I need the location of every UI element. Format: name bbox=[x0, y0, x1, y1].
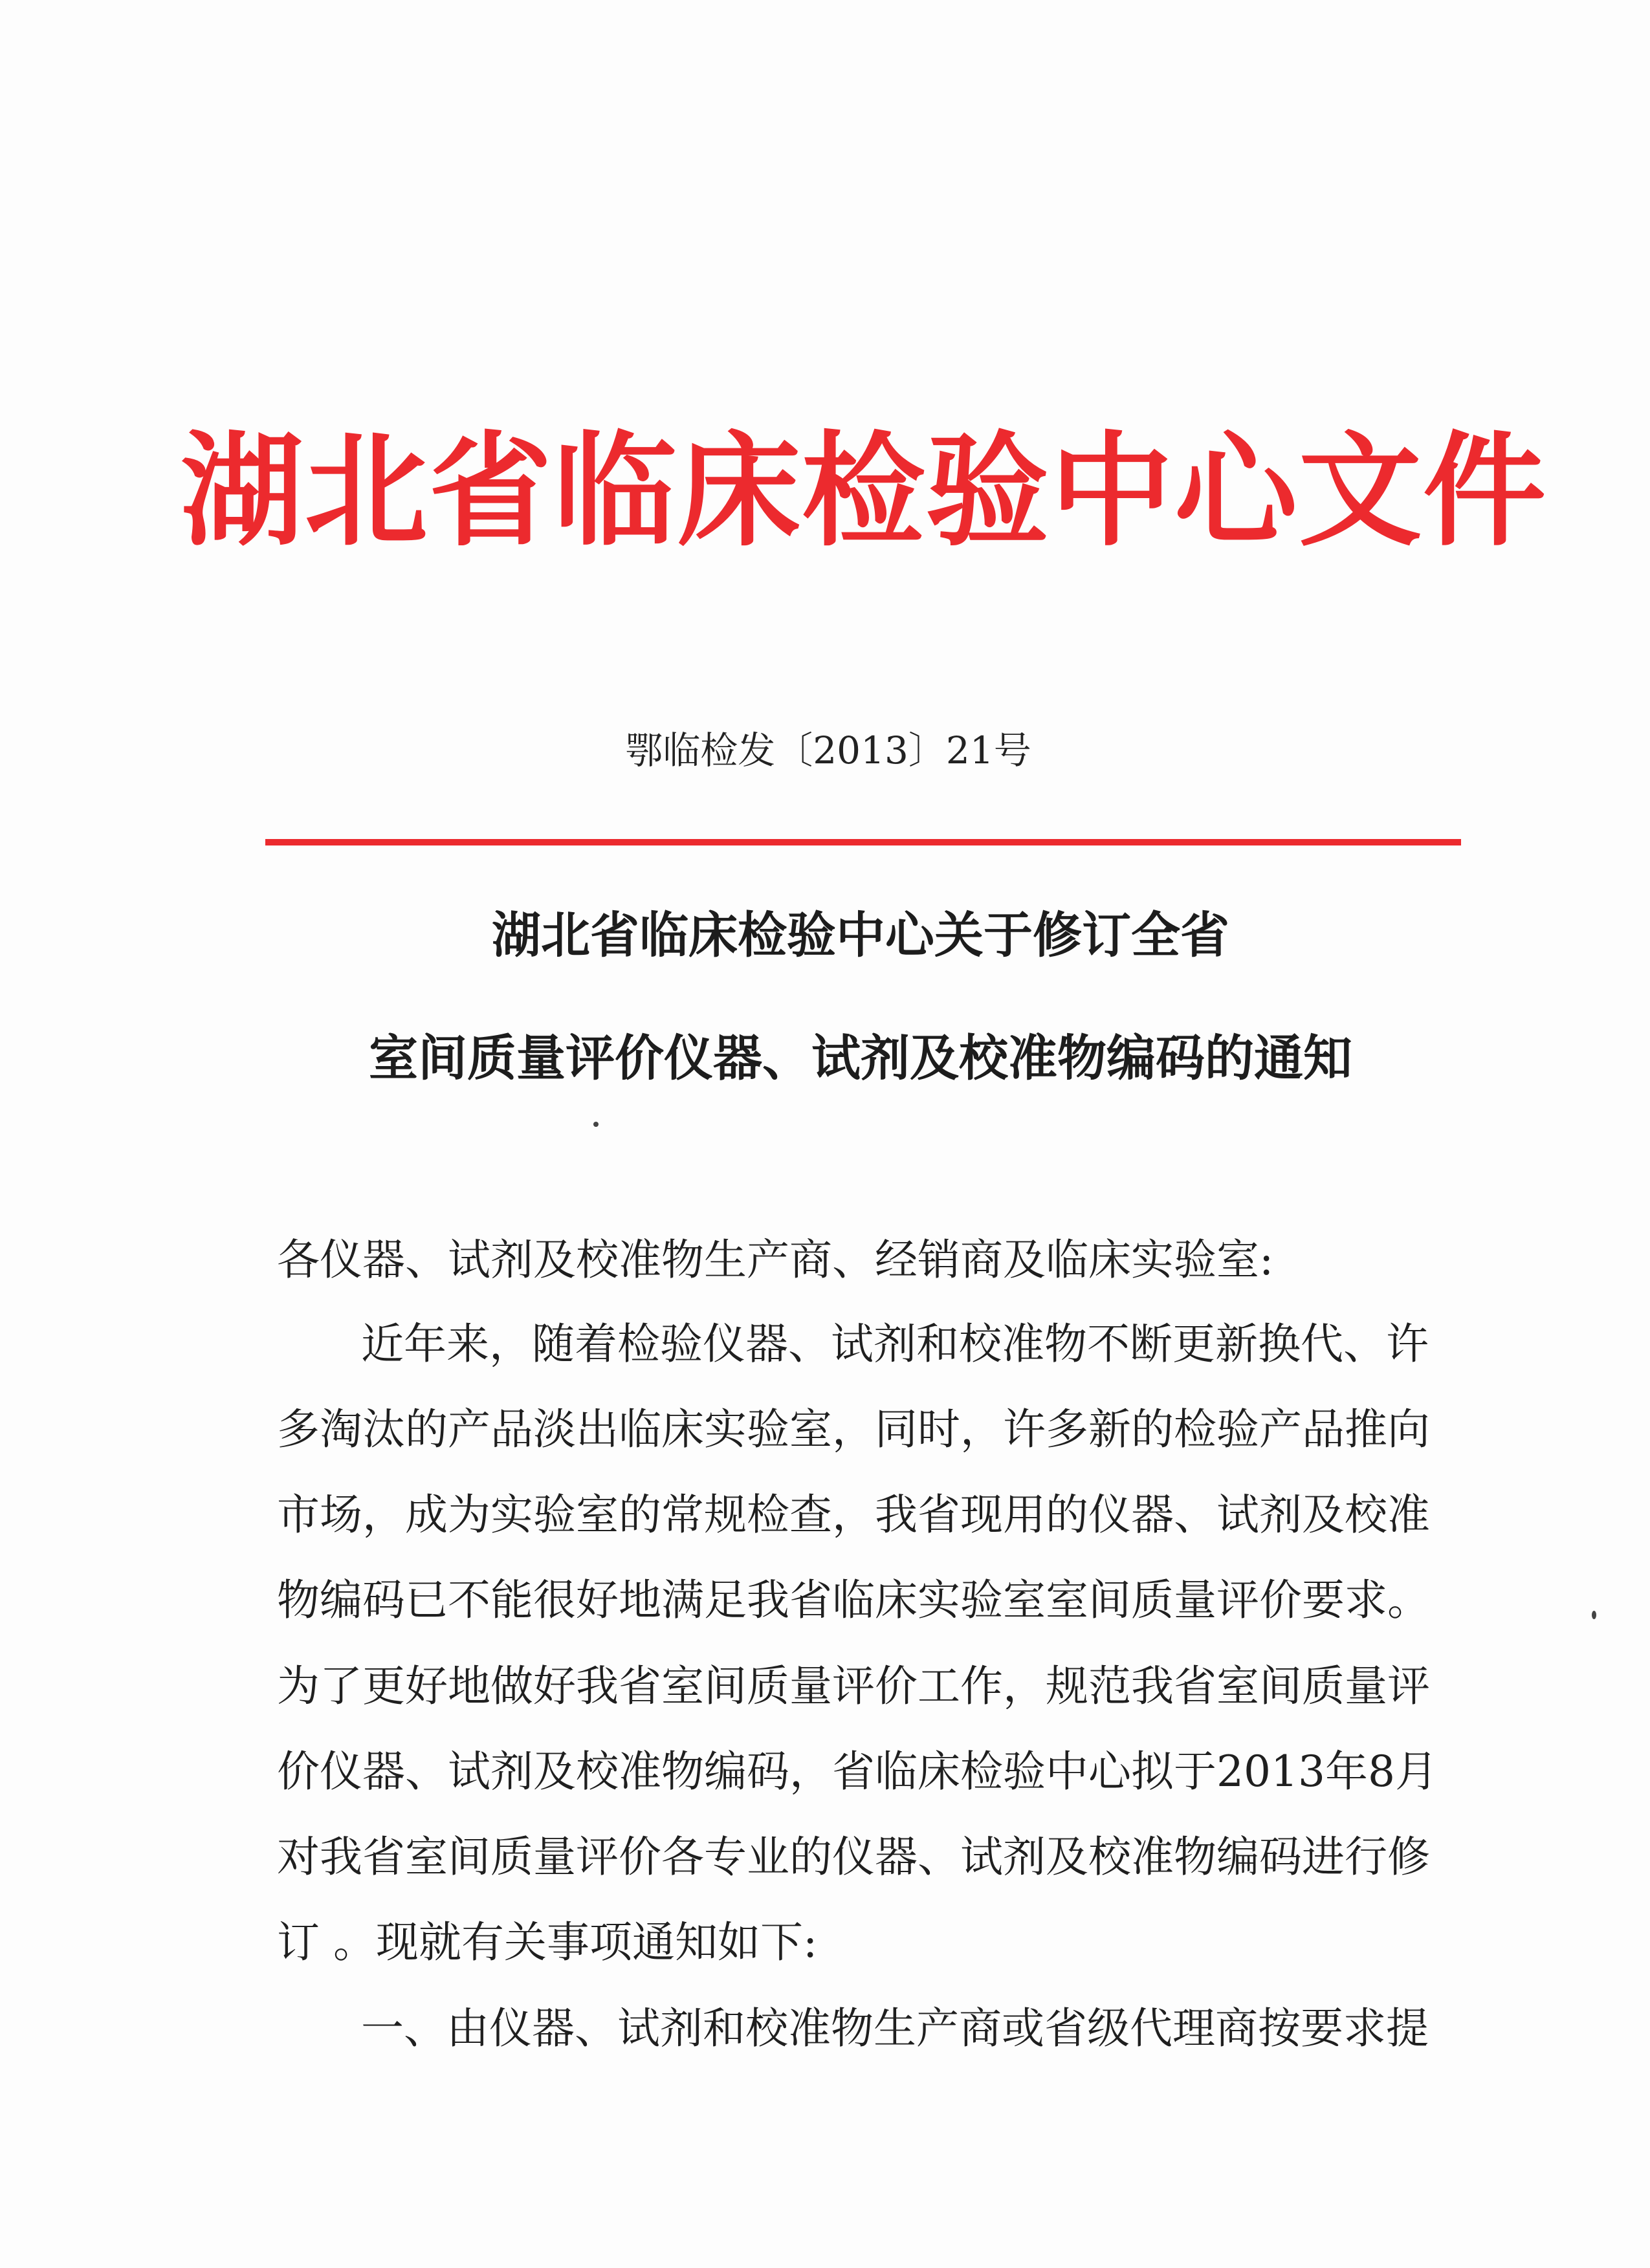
notice-title-line-1: 湖北省临床检验中心关于修订全省 bbox=[492, 906, 1229, 964]
body-line: 多淘汰的产品淡出临床实验室，同时，许多新的检验产品推向 bbox=[277, 1404, 1430, 1454]
notice-title-line-2: 室间质量评价仪器、试剂及校准物编码的通知 bbox=[369, 1029, 1352, 1087]
body-line: 对我省室间质量评价各专业的仪器、试剂及校准物编码进行修 bbox=[277, 1832, 1430, 1882]
red-divider-line bbox=[265, 839, 1461, 845]
body-line: 市场，成为实验室的常规检查，我省现用的仪器、试剂及校准 bbox=[277, 1490, 1430, 1540]
masthead-title: 湖北省临床检验中心文件 bbox=[181, 420, 1548, 563]
body-line: 近年来，随着检验仪器、试剂和校准物不断更新换代、许 bbox=[361, 1319, 1429, 1369]
body-line: 价仪器、试剂及校准物编码，省临床检验中心拟于2013年8月 bbox=[277, 1747, 1438, 1796]
scan-speck bbox=[1592, 1611, 1596, 1619]
salutation: 各仪器、试剂及校准物生产商、经销商及临床实验室: bbox=[277, 1235, 1274, 1285]
body-line: 订 。现就有关事项通知如下: bbox=[277, 1917, 818, 1967]
body-line: 物编码已不能很好地满足我省临床实验室室间质量评价要求。 bbox=[277, 1575, 1430, 1625]
document-number: 鄂临检发〔2013〕21号 bbox=[625, 728, 1031, 772]
body-line: 一、由仪器、试剂和校准物生产商或省级代理商按要求提 bbox=[361, 2003, 1429, 2053]
body-line: 为了更好地做好我省室间质量评价工作，规范我省室间质量评 bbox=[277, 1661, 1430, 1711]
scan-speck bbox=[593, 1122, 599, 1127]
